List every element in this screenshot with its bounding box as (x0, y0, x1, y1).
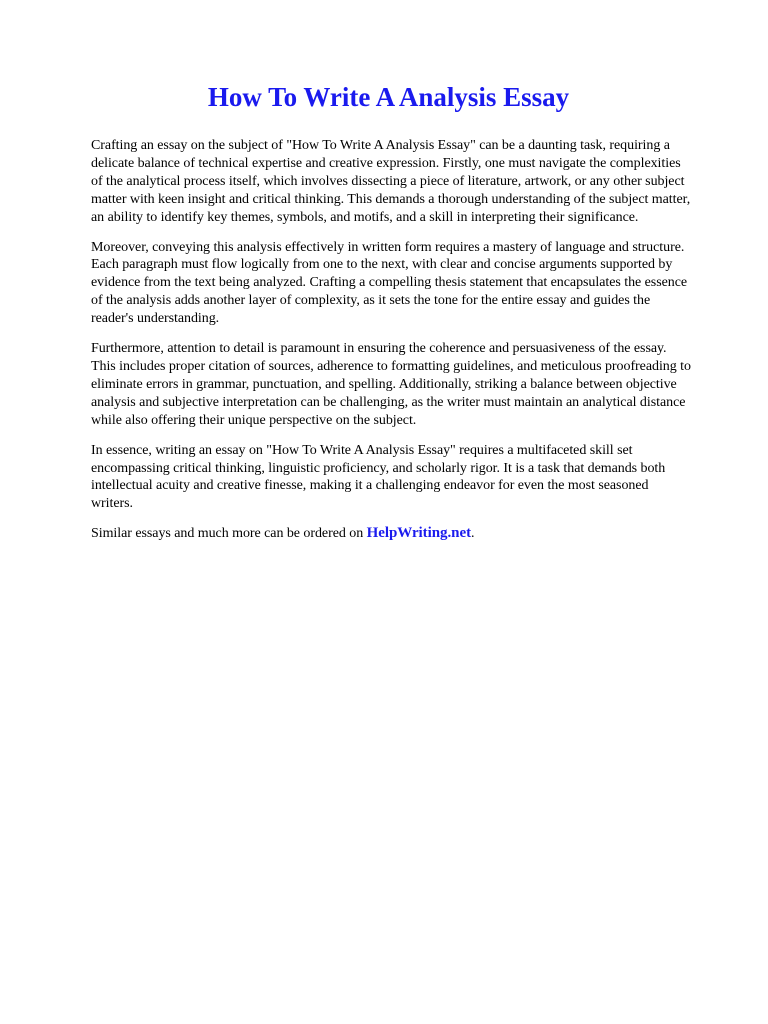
paragraph-1: Crafting an essay on the subject of "How To Write A Analysis Essay" can be a daunting task, requiring a delicate balance of technical expertise and creative expression. Firstly, one must navigate the complexities of the analytical process itself, which involves dissecting a piece of literature, artwork, or any other subject matter with keen insight and critical thinking. This demands a thorough understanding of the subject matter, an ability to identify key themes, symbols, and motifs, and a skill in interpreting their significance. (91, 138, 691, 225)
closing-prefix: Similar essays and much more can be ordered on (91, 526, 367, 542)
helpwriting-link[interactable]: HelpWriting.net (366, 525, 472, 542)
paragraph-2: Moreover, conveying this analysis effectively in written form requires a mastery of language and structure. Each paragraph must flow logically from one to the next, with clear and concise arguments supported by evidence from the text being analyzed. Crafting a compelling thesis statement that encapsulates the essence of the analysis adds another layer of complexity, as it sets the tone for the entire essay and guides the reader's understanding. (91, 239, 688, 327)
closing-suffix: . (471, 526, 475, 542)
paragraph-4: In essence, writing an essay on "How To Write A Analysis Essay" requires a multifaceted skill set encompassing critical thinking, linguistic proficiency, and scholarly rigor. It is a task that demands both intellectual acuity and creative finesse, making it a challenging endeavor for even the most seasoned writers. (91, 442, 666, 512)
paragraph-3: Furthermore, attention to detail is paramount in ensuring the coherence and persuasiveness of the essay. This includes proper citation of sources, adherence to formatting guidelines, and meticulous proofreading to eliminate errors in grammar, punctuation, and spelling. Additionally, striking a balance between objective analysis and subjective interpretation can be challenging, as the writer must maintain an analytical distance while also offering their unique perspective on the subject. (91, 341, 691, 428)
page-title: How To Write A Analysis Essay (207, 82, 570, 112)
essay-body (91, 137, 692, 543)
closing-paragraph (91, 525, 692, 543)
